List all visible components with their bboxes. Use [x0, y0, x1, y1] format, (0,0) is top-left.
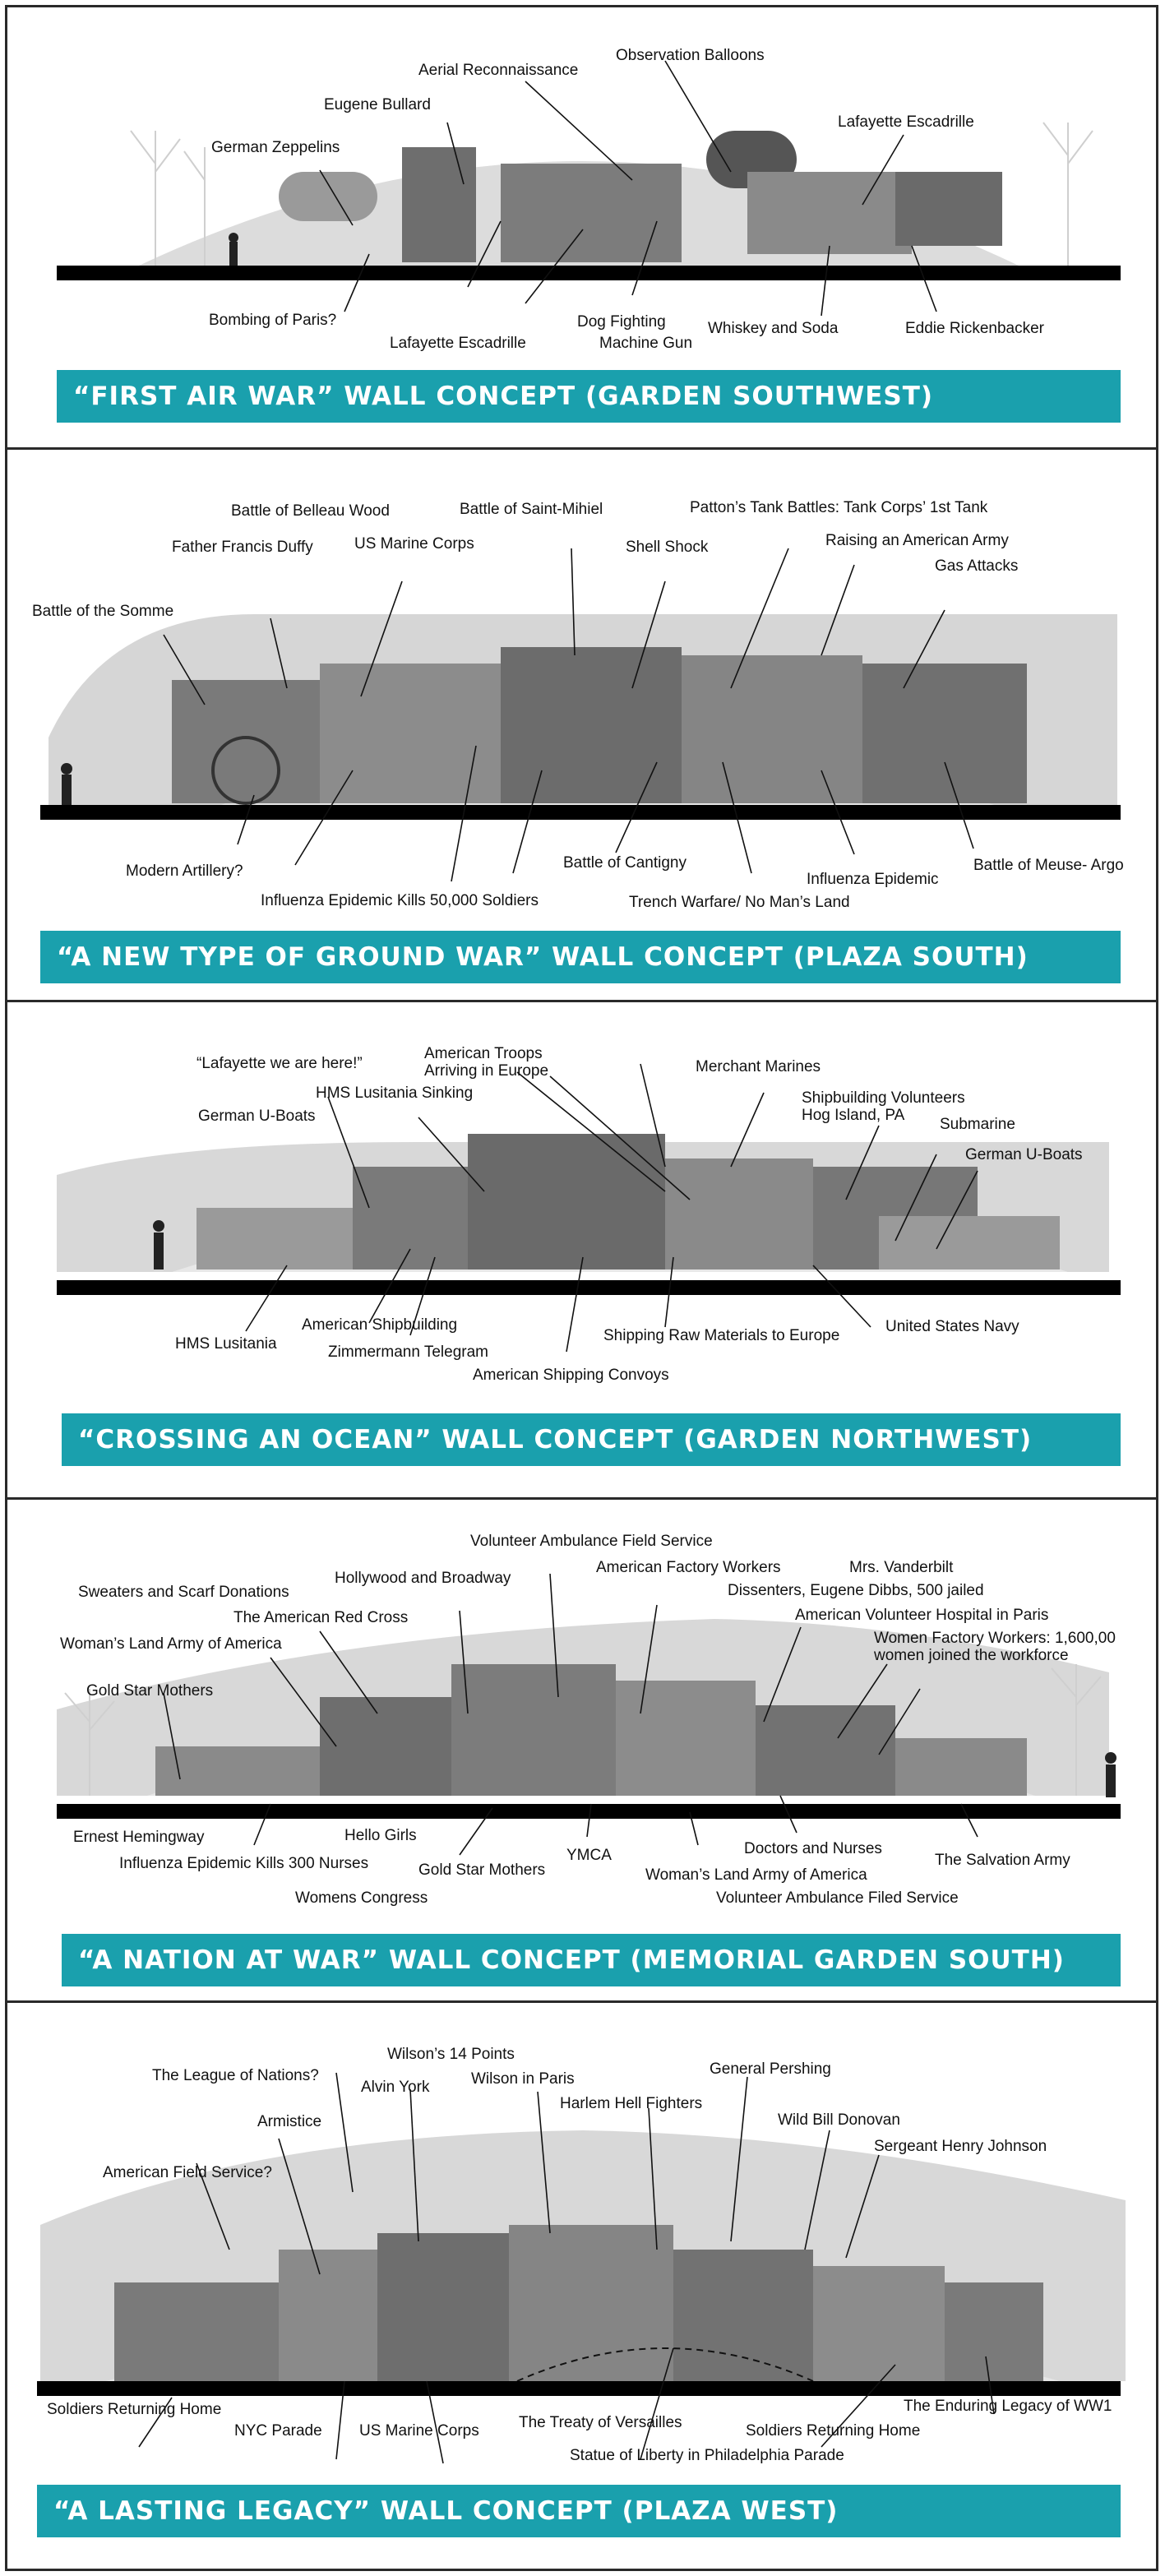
label-influenza-kills-300-nurses: Influenza Epidemic Kills 300 Nurses [119, 1855, 369, 1872]
label-hello-girls: Hello Girls [344, 1827, 417, 1844]
panel-title: “FIRST AIR WAR” WALL CONCEPT (GARDEN SOUTHWEST) [57, 370, 1121, 423]
label-wild-bill-donovan: Wild Bill Donovan [778, 2111, 900, 2129]
label-zimmermann-telegram: Zimmermann Telegram [328, 1343, 488, 1361]
panel-title: “A LASTING LEGACY” WALL CONCEPT (PLAZA WEST) [37, 2485, 1121, 2537]
label-dog-fighting: Dog Fighting [577, 313, 666, 331]
panel-first-air-war [7, 7, 1156, 447]
label-german-u-boats-left: German U-Boats [198, 1108, 316, 1125]
label-lafayette-we-are-here: “Lafayette we are here!” [196, 1055, 363, 1072]
label-sergeant-henry-johnson: Sergeant Henry Johnson [874, 2138, 1047, 2155]
label-wilson-in-paris: Wilson in Paris [471, 2070, 575, 2088]
panel-lasting-legacy [7, 2000, 1156, 2576]
label-league-of-nations: The League of Nations? [152, 2067, 319, 2084]
label-machine-gun: Machine Gun [599, 335, 693, 352]
label-dissenters: Dissenters, Eugene Dibbs, 500 jailed [728, 1582, 984, 1599]
label-trench-warfare: Trench Warfare/ No Man’s Land [629, 894, 850, 911]
label-german-u-boats-right: German U-Boats [965, 1146, 1083, 1163]
label-raising-an-american-army: Raising an American Army [825, 532, 1009, 549]
label-battle-of-meuse-argo: Battle of Meuse- Argo [973, 857, 1124, 874]
label-wilsons-14-points: Wilson’s 14 Points [387, 2046, 515, 2063]
label-salvation-army: The Salvation Army [935, 1852, 1070, 1869]
label-enduring-legacy: The Enduring Legacy of WW1 [904, 2398, 1112, 2415]
label-hms-lusitania: HMS Lusitania [175, 1335, 277, 1353]
label-battle-of-cantigny: Battle of Cantigny [563, 854, 687, 872]
label-pattons-tank-battles: Patton’s Tank Battles: Tank Corps’ 1st Tank [690, 499, 988, 516]
label-battle-of-belleau-wood: Battle of Belleau Wood [231, 502, 390, 520]
label-battle-of-the-somme: Battle of the Somme [32, 603, 174, 620]
label-doctors-and-nurses: Doctors and Nurses [744, 1840, 882, 1857]
label-american-shipping-convoys: American Shipping Convoys [473, 1367, 669, 1384]
label-treaty-of-versailles: The Treaty of Versailles [519, 2414, 682, 2431]
label-us-marine-corps: US Marine Corps [359, 2422, 479, 2440]
label-american-troops-arriving: American Troops Arriving in Europe [424, 1045, 549, 1080]
label-shipping-raw-materials: Shipping Raw Materials to Europe [603, 1327, 840, 1344]
label-us-marine-corps: US Marine Corps [354, 535, 474, 553]
label-german-zeppelins: German Zeppelins [211, 139, 340, 156]
label-volunteer-ambulance: Volunteer Ambulance Field Service [470, 1533, 713, 1550]
label-american-factory-workers: American Factory Workers [596, 1559, 781, 1576]
label-alvin-york: Alvin York [361, 2079, 430, 2096]
label-observation-balloons: Observation Balloons [616, 47, 765, 64]
label-shell-shock: Shell Shock [626, 539, 709, 556]
label-eddie-rickenbacker: Eddie Rickenbacker [905, 320, 1044, 337]
panel-nation-at-war [7, 1497, 1156, 2003]
label-american-volunteer-hospital: American Volunteer Hospital in Paris [795, 1607, 1049, 1624]
label-nyc-parade: NYC Parade [234, 2422, 322, 2440]
label-american-shipbuilding: American Shipbuilding [302, 1316, 458, 1334]
label-influenza-kills-50000: Influenza Epidemic Kills 50,000 Soldiers [261, 892, 539, 909]
label-volunteer-ambulance-filed: Volunteer Ambulance Filed Service [716, 1889, 959, 1907]
label-lafayette-escadrille-bottom: Lafayette Escadrille [390, 335, 526, 352]
panel-title: “CROSSING AN OCEAN” WALL CONCEPT (GARDEN NORTHWEST) [62, 1413, 1121, 1466]
label-sweaters-and-scarf: Sweaters and Scarf Donations [78, 1584, 289, 1601]
label-womens-congress: Womens Congress [295, 1889, 428, 1907]
label-ymca: YMCA [566, 1847, 612, 1864]
label-eugene-bullard: Eugene Bullard [324, 96, 431, 113]
label-statue-of-liberty-parade: Statue of Liberty in Philadelphia Parade [570, 2447, 844, 2464]
label-soldiers-returning-home-right: Soldiers Returning Home [746, 2422, 921, 2440]
label-womans-land-army-bottom: Woman’s Land Army of America [645, 1866, 867, 1884]
label-father-francis-duffy: Father Francis Duffy [172, 539, 313, 556]
label-harlem-hell-fighters: Harlem Hell Fighters [560, 2095, 703, 2112]
label-hollywood-and-broadway: Hollywood and Broadway [335, 1570, 511, 1587]
label-hms-lusitania-sinking: HMS Lusitania Sinking [316, 1085, 474, 1102]
wall-illustration [7, 1500, 1156, 2003]
label-women-factory-workers: Women Factory Workers: 1,600,00 women joined the workforce [874, 1630, 1116, 1664]
label-aerial-reconnaissance: Aerial Reconnaissance [418, 62, 579, 79]
label-gold-star-mothers-top: Gold Star Mothers [86, 1682, 214, 1700]
label-american-red-cross: The American Red Cross [233, 1609, 409, 1626]
label-armistice: Armistice [257, 2113, 322, 2130]
label-united-states-navy: United States Navy [885, 1318, 1019, 1335]
label-shipbuilding-volunteers: Shipbuilding Volunteers Hog Island, PA [802, 1089, 965, 1124]
label-bombing-of-paris: Bombing of Paris? [209, 312, 337, 329]
label-submarine: Submarine [940, 1116, 1015, 1133]
label-modern-artillery: Modern Artillery? [126, 863, 243, 880]
label-mrs-vanderbilt: Mrs. Vanderbilt [849, 1559, 954, 1576]
concept-board [5, 5, 1158, 2571]
label-whiskey-and-soda: Whiskey and Soda [708, 320, 839, 337]
label-american-field-service: American Field Service? [103, 2164, 272, 2181]
panel-title: “A NEW TYPE OF GROUND WAR” WALL CONCEPT (PLAZA SOUTH) [40, 931, 1121, 983]
label-merchant-marines: Merchant Marines [696, 1058, 821, 1075]
label-battle-of-saint-mihiel: Battle of Saint-Mihiel [460, 501, 603, 518]
label-soldiers-returning-home-left: Soldiers Returning Home [47, 2401, 222, 2418]
label-gold-star-mothers-bottom: Gold Star Mothers [418, 1861, 546, 1879]
panel-crossing-an-ocean [7, 1000, 1156, 1500]
panel-ground-war [7, 447, 1156, 1002]
label-ernest-hemingway: Ernest Hemingway [73, 1829, 205, 1846]
label-womans-land-army-top: Woman’s Land Army of America [60, 1635, 282, 1653]
panel-title: “A NATION AT WAR” WALL CONCEPT (MEMORIAL GARDEN SOUTH) [62, 1934, 1121, 1986]
label-general-pershing: General Pershing [710, 2060, 831, 2078]
label-influenza-epidemic: Influenza Epidemic [807, 871, 939, 888]
label-gas-attacks: Gas Attacks [935, 557, 1019, 575]
label-lafayette-escadrille-top: Lafayette Escadrille [838, 113, 974, 131]
